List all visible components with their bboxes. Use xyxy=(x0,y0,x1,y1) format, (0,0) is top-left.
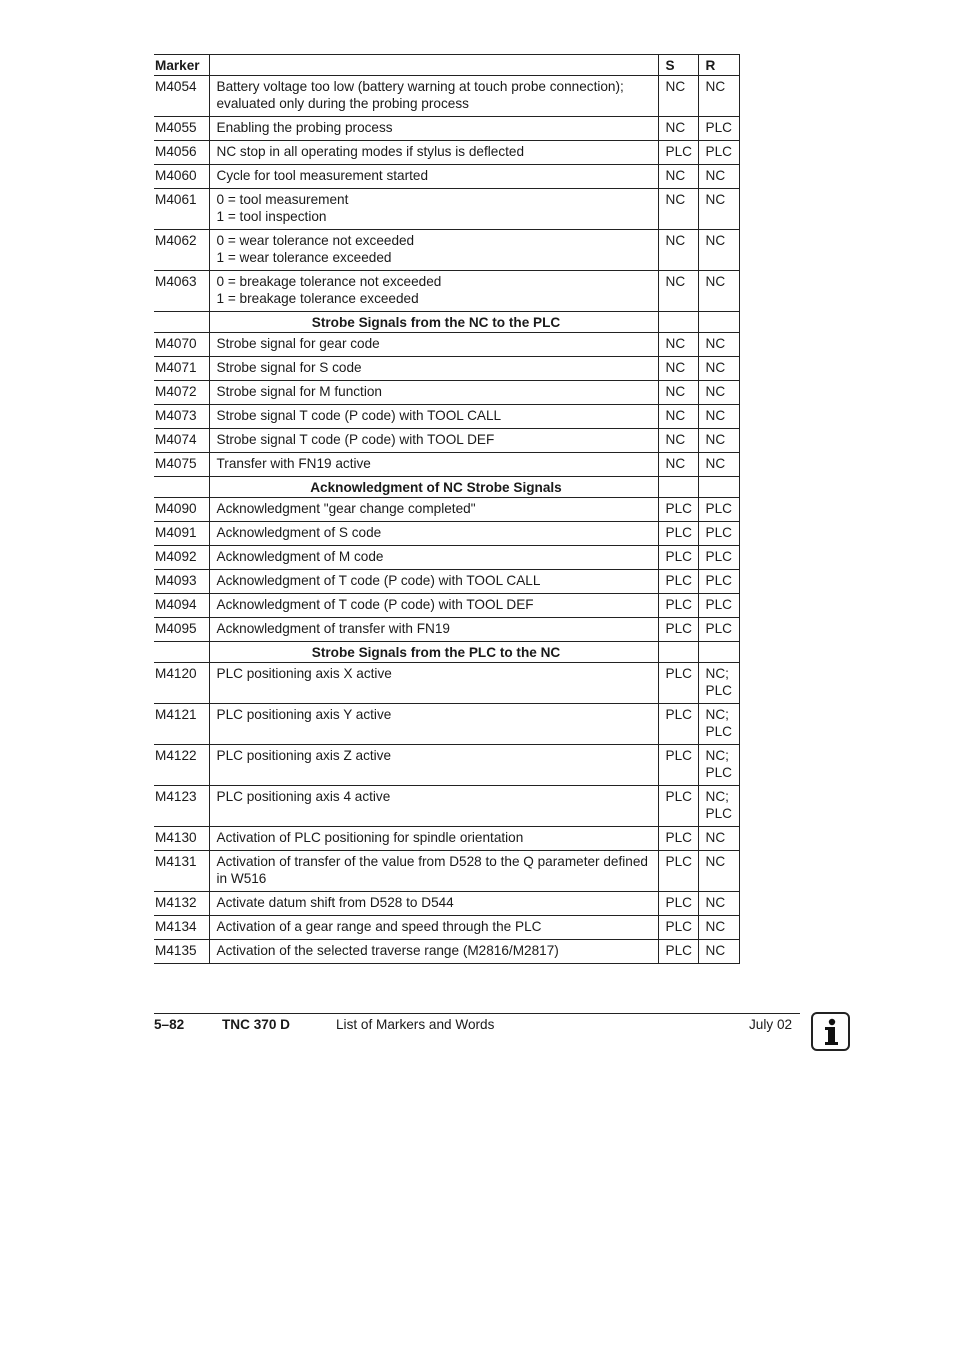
marker-cell: M4121 xyxy=(154,704,209,745)
description-cell xyxy=(209,745,658,786)
section-title: Strobe Signals from the PLC to the NC xyxy=(209,642,658,663)
r-cell xyxy=(698,405,739,429)
s-cell: NC xyxy=(658,189,698,230)
s-cell: PLC xyxy=(658,663,698,704)
description-line: PLC positioning axis Y active xyxy=(216,707,392,722)
table-row xyxy=(154,333,739,357)
marker-cell: M4063 xyxy=(154,271,209,312)
table-row xyxy=(154,745,739,786)
r-cell xyxy=(698,663,739,704)
table-row xyxy=(154,498,739,522)
section-title: Acknowledgment of NC Strobe Signals xyxy=(209,477,658,498)
description-cell xyxy=(209,851,658,892)
description-cell xyxy=(209,189,658,230)
r-line: PLC xyxy=(705,525,732,540)
description-line: 0 = breakage tolerance not exceeded xyxy=(216,274,442,289)
s-cell: PLC xyxy=(658,594,698,618)
description-cell xyxy=(209,381,658,405)
r-line: NC; xyxy=(705,748,729,763)
table-row xyxy=(154,522,739,546)
r-line: NC; xyxy=(705,666,729,681)
description-cell xyxy=(209,618,658,642)
description-line: Strobe signal T code (P code) with TOOL CALL xyxy=(216,408,502,423)
r-line: PLC xyxy=(705,621,732,636)
r-line: PLC xyxy=(705,597,732,612)
r-line: NC xyxy=(705,192,726,207)
table-row xyxy=(154,663,739,704)
r-line: PLC xyxy=(705,724,732,739)
description-cell xyxy=(209,786,658,827)
description-line: Acknowledgment of S code xyxy=(216,525,382,540)
description-line: Acknowledgment of T code (P code) with TOOL DEF xyxy=(216,597,534,612)
table-row xyxy=(154,76,739,117)
description-cell xyxy=(209,271,658,312)
table-row xyxy=(154,940,739,964)
description-cell xyxy=(209,117,658,141)
description-line: Strobe signal for S code xyxy=(216,360,362,375)
marker-cell: M4095 xyxy=(154,618,209,642)
r-line: NC xyxy=(705,830,726,845)
description-line: 1 = wear tolerance exceeded xyxy=(216,250,392,265)
table-row xyxy=(154,165,739,189)
description-line: Acknowledgment of M code xyxy=(216,549,384,564)
description-line: evaluated only during the probing process xyxy=(216,96,469,111)
marker-cell: M4062 xyxy=(154,230,209,271)
s-cell: NC xyxy=(658,381,698,405)
r-line: NC xyxy=(705,895,726,910)
marker-cell: M4135 xyxy=(154,940,209,964)
info-glyph xyxy=(813,1014,848,1049)
s-cell: PLC xyxy=(658,827,698,851)
description-cell xyxy=(209,704,658,745)
r-cell xyxy=(698,786,739,827)
r-cell xyxy=(698,522,739,546)
r-cell xyxy=(698,453,739,477)
marker-cell: M4071 xyxy=(154,357,209,381)
table-row xyxy=(154,453,739,477)
s-cell: PLC xyxy=(658,940,698,964)
r-line: NC xyxy=(705,360,726,375)
section-title: Strobe Signals from the NC to the PLC xyxy=(209,312,658,333)
s-cell: NC xyxy=(658,357,698,381)
s-cell: PLC xyxy=(658,570,698,594)
description-cell xyxy=(209,76,658,117)
r-line: NC; xyxy=(705,707,729,722)
table-header-row xyxy=(154,55,739,76)
r-cell xyxy=(698,827,739,851)
table-row xyxy=(154,357,739,381)
s-cell: PLC xyxy=(658,704,698,745)
table-section-row xyxy=(154,642,739,663)
r-line: NC xyxy=(705,233,726,248)
marker-cell: M4122 xyxy=(154,745,209,786)
description-cell xyxy=(209,522,658,546)
description-cell xyxy=(209,827,658,851)
description-line: Battery voltage too low (battery warning at touch probe connection); xyxy=(216,79,624,94)
description-line: PLC positioning axis 4 active xyxy=(216,789,391,804)
table-row xyxy=(154,786,739,827)
description-line: in W516 xyxy=(216,871,267,886)
r-line: PLC xyxy=(705,120,732,135)
r-cell xyxy=(698,618,739,642)
r-line: PLC xyxy=(705,549,732,564)
footer-divider xyxy=(154,1013,800,1014)
s-cell: PLC xyxy=(658,546,698,570)
table-row xyxy=(154,827,739,851)
s-cell: NC xyxy=(658,76,698,117)
section-empty-cell xyxy=(698,312,739,333)
r-cell xyxy=(698,570,739,594)
description-cell xyxy=(209,498,658,522)
marker-cell: M4055 xyxy=(154,117,209,141)
description-line: Activation of a gear range and speed through the PLC xyxy=(216,919,542,934)
s-cell: NC xyxy=(658,271,698,312)
s-cell: NC xyxy=(658,333,698,357)
s-cell: PLC xyxy=(658,522,698,546)
marker-cell: M4134 xyxy=(154,916,209,940)
s-cell: PLC xyxy=(658,892,698,916)
r-cell xyxy=(698,117,739,141)
table-row xyxy=(154,594,739,618)
section-empty-cell xyxy=(154,477,209,498)
r-line: PLC xyxy=(705,144,732,159)
s-cell: PLC xyxy=(658,141,698,165)
section-empty-cell xyxy=(698,477,739,498)
s-cell: PLC xyxy=(658,498,698,522)
r-line: NC xyxy=(705,943,726,958)
r-line: NC; xyxy=(705,789,729,804)
r-line: NC xyxy=(705,274,726,289)
r-cell xyxy=(698,271,739,312)
description-cell xyxy=(209,357,658,381)
description-line: PLC positioning axis X active xyxy=(216,666,392,681)
s-cell: NC xyxy=(658,117,698,141)
r-cell xyxy=(698,916,739,940)
r-cell xyxy=(698,381,739,405)
description-line: Cycle for tool measurement started xyxy=(216,168,429,183)
marker-cell: M4072 xyxy=(154,381,209,405)
marker-cell: M4074 xyxy=(154,429,209,453)
r-cell xyxy=(698,141,739,165)
r-cell xyxy=(698,745,739,786)
description-line: NC stop in all operating modes if stylus is deflected xyxy=(216,144,525,159)
marker-cell: M4054 xyxy=(154,76,209,117)
description-line: 0 = wear tolerance not exceeded xyxy=(216,233,415,248)
header-description xyxy=(209,55,658,76)
description-cell xyxy=(209,892,658,916)
r-cell xyxy=(698,165,739,189)
r-line: NC xyxy=(705,854,726,869)
marker-cell: M4132 xyxy=(154,892,209,916)
description-line: PLC positioning axis Z active xyxy=(216,748,392,763)
s-cell: NC xyxy=(658,230,698,271)
section-empty-cell xyxy=(154,312,209,333)
table-row xyxy=(154,117,739,141)
table-row xyxy=(154,405,739,429)
marker-cell: M4093 xyxy=(154,570,209,594)
r-cell xyxy=(698,940,739,964)
marker-cell: M4061 xyxy=(154,189,209,230)
marker-cell: M4060 xyxy=(154,165,209,189)
table-row xyxy=(154,916,739,940)
section-empty-cell xyxy=(154,642,209,663)
description-cell xyxy=(209,453,658,477)
table-row xyxy=(154,271,739,312)
description-line: Acknowledgment "gear change completed" xyxy=(216,501,476,516)
s-cell: PLC xyxy=(658,851,698,892)
s-cell: PLC xyxy=(658,745,698,786)
table-section-row xyxy=(154,312,739,333)
marker-cell: M4070 xyxy=(154,333,209,357)
s-cell: NC xyxy=(658,429,698,453)
r-cell xyxy=(698,230,739,271)
description-line: Activate datum shift from D528 to D544 xyxy=(216,895,454,910)
r-line: PLC xyxy=(705,806,732,821)
marker-table-body xyxy=(154,55,739,964)
section-empty-cell xyxy=(658,642,698,663)
table-row xyxy=(154,570,739,594)
marker-cell: M4075 xyxy=(154,453,209,477)
r-cell xyxy=(698,594,739,618)
marker-cell: M4073 xyxy=(154,405,209,429)
r-line: PLC xyxy=(705,765,732,780)
marker-table xyxy=(154,54,740,964)
description-line: Enabling the probing process xyxy=(216,120,393,135)
marker-cell: M4120 xyxy=(154,663,209,704)
r-cell xyxy=(698,892,739,916)
table-row xyxy=(154,381,739,405)
footer-product-name: TNC 370 D xyxy=(222,1017,290,1032)
footer-date: July 02 xyxy=(749,1017,793,1032)
description-line: Acknowledgment of transfer with FN19 xyxy=(216,621,450,636)
section-empty-cell xyxy=(658,477,698,498)
r-cell xyxy=(698,333,739,357)
r-line: NC xyxy=(705,384,726,399)
s-cell: NC xyxy=(658,165,698,189)
table-row xyxy=(154,429,739,453)
description-cell xyxy=(209,405,658,429)
r-cell xyxy=(698,429,739,453)
footer-page-number: 5–82 xyxy=(154,1017,185,1032)
description-line: Activation of the selected traverse range (M2816/M2817) xyxy=(216,943,559,958)
s-cell: PLC xyxy=(658,786,698,827)
description-cell xyxy=(209,663,658,704)
footer-chapter-title: List of Markers and Words xyxy=(336,1017,495,1032)
r-cell xyxy=(698,851,739,892)
marker-cell: M4123 xyxy=(154,786,209,827)
header-marker: Marker xyxy=(154,55,209,76)
description-line: Strobe signal T code (P code) with TOOL DEF xyxy=(216,432,495,447)
table-row xyxy=(154,618,739,642)
description-cell xyxy=(209,570,658,594)
description-cell xyxy=(209,940,658,964)
r-line: PLC xyxy=(705,573,732,588)
table-row xyxy=(154,230,739,271)
s-cell: NC xyxy=(658,453,698,477)
description-line: 0 = tool measurement xyxy=(216,192,349,207)
description-cell xyxy=(209,546,658,570)
section-empty-cell xyxy=(658,312,698,333)
description-line: Strobe signal for M function xyxy=(216,384,382,399)
description-cell xyxy=(209,429,658,453)
description-line: Activation of PLC positioning for spindle orientation xyxy=(216,830,524,845)
r-cell xyxy=(698,76,739,117)
description-cell xyxy=(209,333,658,357)
r-line: PLC xyxy=(705,683,732,698)
r-line: NC xyxy=(705,79,726,94)
marker-cell: M4091 xyxy=(154,522,209,546)
r-line: NC xyxy=(705,456,726,471)
r-cell xyxy=(698,189,739,230)
r-cell xyxy=(698,546,739,570)
r-line: NC xyxy=(705,432,726,447)
r-line: NC xyxy=(705,168,726,183)
marker-cell: M4094 xyxy=(154,594,209,618)
table-section-row xyxy=(154,477,739,498)
table-row xyxy=(154,704,739,745)
description-line: Activation of transfer of the value from D528 to the Q parameter defined xyxy=(216,854,648,869)
marker-cell: M4056 xyxy=(154,141,209,165)
r-line: PLC xyxy=(705,501,732,516)
description-cell xyxy=(209,230,658,271)
table-row xyxy=(154,189,739,230)
r-line: NC xyxy=(705,336,726,351)
s-cell: NC xyxy=(658,405,698,429)
r-line: NC xyxy=(705,919,726,934)
marker-cell: M4092 xyxy=(154,546,209,570)
r-cell xyxy=(698,498,739,522)
r-cell xyxy=(698,704,739,745)
marker-cell: M4090 xyxy=(154,498,209,522)
description-line: Transfer with FN19 active xyxy=(216,456,371,471)
r-line: NC xyxy=(705,408,726,423)
table-row xyxy=(154,892,739,916)
s-cell: PLC xyxy=(658,618,698,642)
section-empty-cell xyxy=(698,642,739,663)
description-cell xyxy=(209,916,658,940)
description-line: 1 = tool inspection xyxy=(216,209,327,224)
description-line: 1 = breakage tolerance exceeded xyxy=(216,291,419,306)
table-row xyxy=(154,546,739,570)
description-line: Acknowledgment of T code (P code) with TOOL CALL xyxy=(216,573,541,588)
table-row xyxy=(154,851,739,892)
header-s: S xyxy=(658,55,698,76)
description-cell xyxy=(209,165,658,189)
s-cell: PLC xyxy=(658,916,698,940)
marker-cell: M4130 xyxy=(154,827,209,851)
table-row xyxy=(154,141,739,165)
description-cell xyxy=(209,141,658,165)
r-cell xyxy=(698,357,739,381)
description-line: Strobe signal for gear code xyxy=(216,336,380,351)
marker-cell: M4131 xyxy=(154,851,209,892)
description-cell xyxy=(209,594,658,618)
header-r: R xyxy=(698,55,739,76)
info-icon xyxy=(811,1012,850,1051)
